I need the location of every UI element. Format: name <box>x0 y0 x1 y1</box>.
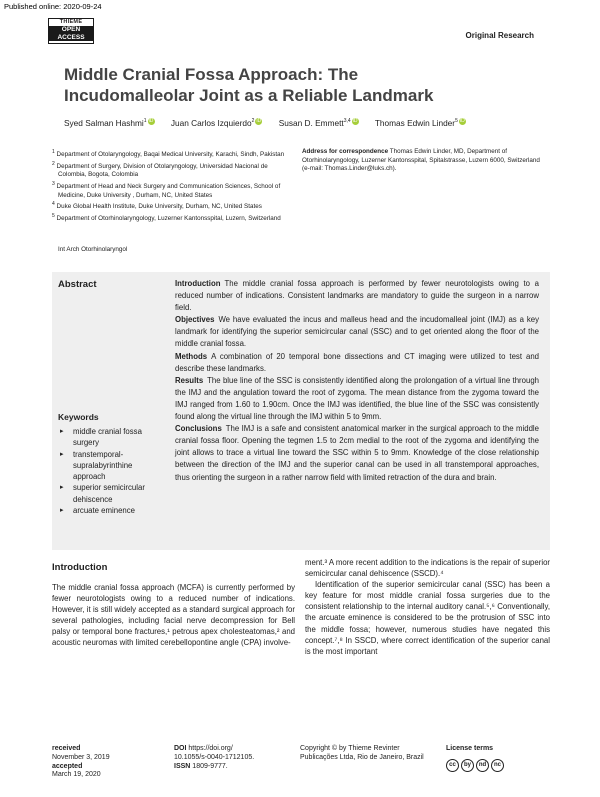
license-block <box>446 745 556 772</box>
abstract-introduction: Introduction The middle cranial fossa approach is performed by fewer neurotologists owing to a reduced number of indications. Consistent landmarks are mandatory to guide the surgeon in a narrow field. <box>175 279 539 313</box>
doi-link[interactable]: https://doi.org/ <box>188 745 233 752</box>
author[interactable]: Thomas Edwin Linder$^5$ iD <box>374 118 465 128</box>
received-label: received <box>52 745 81 752</box>
cc-license-icons[interactable] <box>446 759 556 772</box>
journal-name: Int Arch Otorhinolaryngol <box>58 246 128 253</box>
intro-paragraph-1: The middle cranial fossa approach (MCFA) is currently performed by fewer neurotologists owing to a reduced number of indications. However, it is still widely accepted as a standard surgical approach for several pathologies, including facial nerve decompression for Bell palsy or temporal bone fractures,¹ petrous apex cholesteatomas,² and acoustic neuromas with limited cerebellopontine angle (CPA) involve- <box>52 583 295 648</box>
intro-paragraph-2: Identification of the superior semicircular canal (SSC) has been a key feature for most middle cranial fossa surgeries due to the consistent relationship to the internal auditory canal.⁵,⁶ Conventionally, the arcuate eminence is considered to be the protrusion of SSC into the middle fossa; however, numerous studies have negated this concept.⁷,⁸ In SSCD, where correct identification of the superior canal is the most important <box>305 580 550 656</box>
received-date: November 3, 2019 <box>52 753 110 761</box>
article-history <box>52 745 110 780</box>
doi-number[interactable]: 10.1055/s-0040-1712105. <box>174 753 255 761</box>
logo-access: ACCESS <box>49 34 93 42</box>
copyright-line-1: Copyright © by Thieme Revinter <box>300 745 400 752</box>
abstract-heading: Abstract <box>58 279 97 290</box>
published-online-date: Published online: 2020-09-24 <box>4 2 102 11</box>
license-label[interactable]: License terms <box>446 745 494 752</box>
abstract-methods: Methods A combination of 20 temporal bone dissections and CT imaging were utilized to test and describe these landmarks. <box>175 351 539 373</box>
thieme-open-access-logo <box>48 18 94 44</box>
keyword-item[interactable]: ▸ middle cranial fossa surgery <box>58 426 160 449</box>
keyword-item[interactable]: ▸ arcuate eminence <box>58 505 160 516</box>
affiliation-item: $^1$ Department of Otolaryngology, Baqai Medical University, Karachi, Sindh, Pakistan <box>52 149 285 159</box>
abstract-conclusions: Conclusions The IMJ is a safe and consistent anatomical marker in the surgical approach to the middle cranial fossa floor. Opening the tegmen 1.5 to 2cm medial to the root of the zygoma and identifying the joint allows to trace a virtual line toward the SSC within 5 to 9mm. Knowledge of the close relationship between the direction of the IMJ and the superior canal can be used in all transtemporal approaches, thus orienting the surgeon in a rather narrow field with limited retraction of the dura and brain. <box>175 424 539 482</box>
body-column-left <box>52 582 295 649</box>
keywords-list <box>58 426 160 516</box>
orcid-icon[interactable]: iD <box>459 118 465 125</box>
keyword-item[interactable]: ▸ superior semicircular dehiscence <box>58 482 160 505</box>
cc-by-icon: by <box>461 759 474 772</box>
body-column-right <box>305 557 550 657</box>
affiliation-item: $^2$ Department of Surgery, Division of Otolaryngology, Universidad Nacional de Colombia, Bogota, Colombia <box>52 160 268 179</box>
orcid-icon[interactable]: iD <box>148 118 154 125</box>
accepted-label: accepted <box>52 762 83 770</box>
title-line-2: Incudomalleolar Joint as a Reliable Landmark <box>64 86 434 105</box>
author[interactable]: Juan Carlos Izquierdo$^2$ iD <box>170 118 262 128</box>
doi-issn-block <box>174 745 254 771</box>
logo-thieme: THIEME <box>59 19 83 25</box>
logo-open: OPEN <box>49 26 93 34</box>
copyright-line-2: Publicações Ltda, Rio de Janeiro, Brazil <box>300 753 424 761</box>
affiliations <box>52 148 297 224</box>
author[interactable]: Susan D. Emmett$^{3,4}$ iD <box>278 118 358 128</box>
keyword-item[interactable]: ▸ transtemporal-supralabyrinthine approach <box>58 449 160 483</box>
article-title <box>64 64 534 106</box>
correspondence-text: Thomas Edwin Linder, MD, Department of Otorhinolaryngology, Luzerner Kantonsspital, Spitalstrasse, Luzern 6000, Switzerland (e-mail: Thomas.Linder@luks.ch). <box>302 148 540 173</box>
issn-value: 1809-9777. <box>192 762 228 770</box>
title-line-1: Middle Cranial Fossa Approach: The <box>64 65 359 84</box>
orcid-icon[interactable]: iD <box>256 118 262 125</box>
doi-label: DOI <box>174 745 187 752</box>
intro-paragraph-continued: ment.³ A more recent addition to the indications is the repair of superior semicircular canal dehiscence (SSCD).⁴ <box>305 558 550 579</box>
article-type-label: Original Research <box>465 31 534 40</box>
affiliation-item: $^4$ Duke Global Health Institute, Duke University, Durham, NC, United States <box>52 201 262 211</box>
abstract-body <box>175 278 539 484</box>
abstract-objectives: Objectives We have evaluated the incus and malleus head and the incudomalleal joint (IMJ) as a key landmark for identifying the superior semicircular canal (SSC) and to get oriented along the floor of the middle cranial fossa. <box>175 315 539 349</box>
copyright-block <box>300 745 424 763</box>
issn-label: ISSN <box>174 762 191 770</box>
correspondence-label: Address for correspondence <box>302 148 389 155</box>
correspondence-address <box>302 148 546 174</box>
affiliation-item: $^5$ Department of Otorhinolaryngology, Luzerner Kantonsspital, Luzern, Switzerland <box>52 212 281 223</box>
author-list <box>64 118 480 128</box>
affiliation-item: $^3$ Department of Head and Neck Surgery and Communication Sciences, School of Medicine, Duke University , Durham, NC, United States <box>52 180 281 199</box>
introduction-heading: Introduction <box>52 562 108 573</box>
cc-nd-icon: nd <box>476 759 489 772</box>
abstract-results: Results The blue line of the SSC is consistently identified along the prolongation of a virtual line through the IMJ and the angulation toward the root of zygoma. The mean distance from the zygoma toward the IMJ ranged from 1.60 to 1.90cm. Once the IMJ was identified, the blue line of the SSC was consistently found along the virtual line through the IMJ within 5 to 9mm. <box>175 375 539 422</box>
orcid-icon[interactable]: iD <box>352 118 358 125</box>
accepted-date: March 19, 2020 <box>52 771 101 779</box>
keywords-heading: Keywords <box>58 412 99 422</box>
author[interactable]: Syed Salman Hashmi$^1$ iD <box>64 118 154 128</box>
cc-icon: cc <box>446 759 459 772</box>
cc-nc-icon: nc <box>491 759 504 772</box>
